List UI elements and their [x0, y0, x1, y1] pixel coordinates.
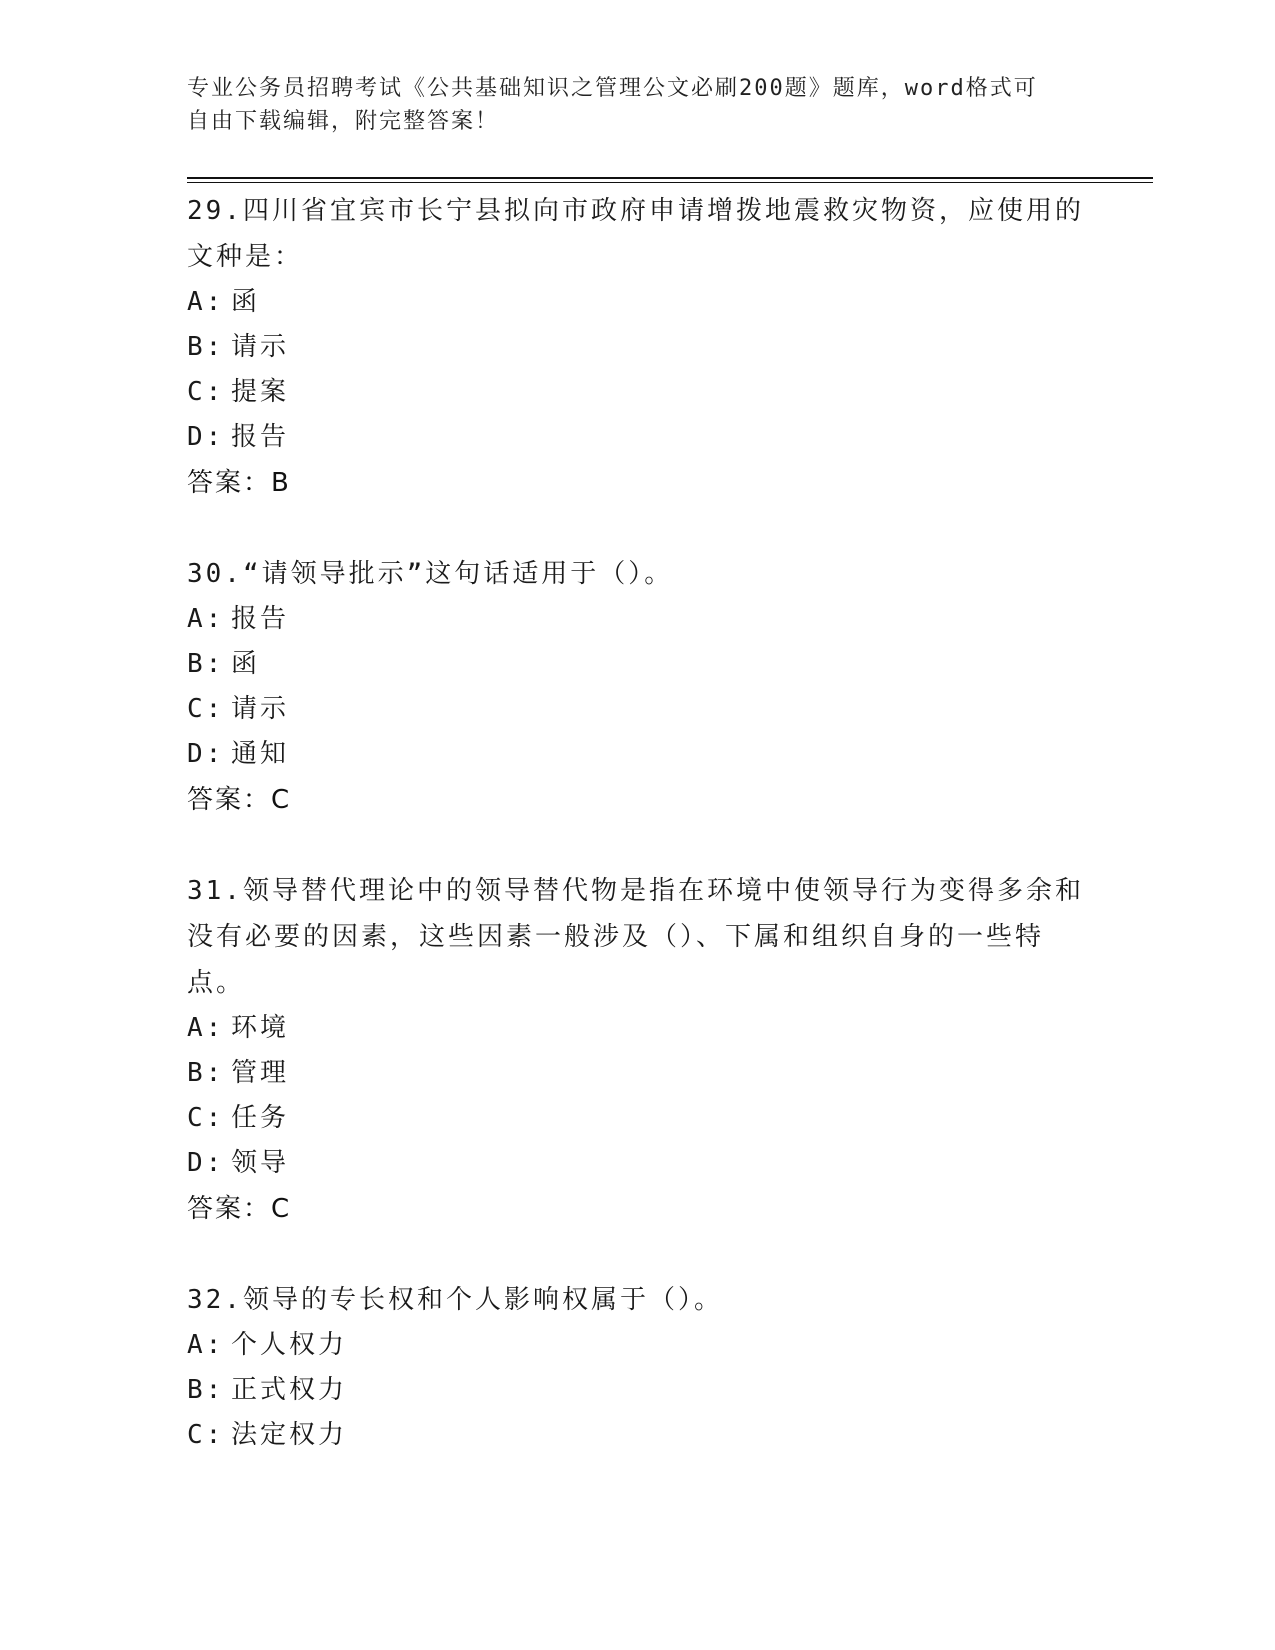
option-key: C:: [187, 377, 225, 407]
option-key: D:: [187, 422, 225, 452]
option-text: 函: [231, 287, 261, 317]
question-stem-line: 29.四川省宜宾市长宁县拟向市政府申请增拨地震救灾物资，应使用的: [187, 196, 1084, 226]
option-d: [187, 732, 1087, 777]
option-c: [187, 1096, 1087, 1141]
option-text: 管理: [231, 1058, 290, 1088]
question-30: [187, 551, 1087, 823]
option-b: [187, 642, 1087, 687]
option-text: 领导: [231, 1148, 290, 1178]
option-text: 报告: [231, 422, 290, 452]
document-header: [187, 72, 1067, 138]
header-line-2: 自由下载编辑，附完整答案！: [187, 109, 500, 134]
option-key: B:: [187, 1058, 225, 1088]
option-text: 提案: [231, 377, 290, 407]
option-key: C:: [187, 1103, 225, 1133]
option-a: [187, 597, 1087, 642]
option-key: D:: [187, 1148, 225, 1178]
option-key: C:: [187, 694, 225, 724]
option-text: 请示: [231, 332, 290, 362]
option-key: A:: [187, 1013, 225, 1043]
option-a: [187, 280, 1087, 325]
option-text: 正式权力: [231, 1375, 348, 1405]
option-d: [187, 1141, 1087, 1186]
option-c: [187, 687, 1087, 732]
header-divider: [187, 177, 1153, 183]
answer-line: 答案：C: [187, 785, 292, 815]
option-a: [187, 1006, 1087, 1051]
option-key: A:: [187, 604, 225, 634]
option-key: B:: [187, 1375, 225, 1405]
header-line-1: 专业公务员招聘考试《公共基础知识之管理公文必刷200题》题库，word格式可: [187, 76, 1038, 101]
option-text: 环境: [231, 1013, 290, 1043]
option-text: 函: [231, 649, 261, 679]
option-key: A:: [187, 287, 225, 317]
question-stem-line: 没有必要的因素，这些因素一般涉及（）、下属和组织自身的一些特: [187, 922, 1045, 952]
option-text: 报告: [231, 604, 290, 634]
option-key: D:: [187, 739, 225, 769]
option-key: A:: [187, 1330, 225, 1360]
answer-line: 答案：B: [187, 468, 291, 498]
question-31: [187, 868, 1087, 1232]
question-29: [187, 188, 1087, 506]
option-a: [187, 1323, 1087, 1368]
option-key: B:: [187, 649, 225, 679]
question-stem-line: 31.领导替代理论中的领导替代物是指在环境中使领导行为变得多余和: [187, 876, 1084, 906]
option-d: [187, 415, 1087, 460]
option-c: [187, 370, 1087, 415]
question-stem-line: 30.“请领导批示”这句话适用于（）。: [187, 559, 674, 589]
option-text: 个人权力: [231, 1330, 348, 1360]
option-b: [187, 1051, 1087, 1096]
option-text: 法定权力: [231, 1420, 348, 1450]
option-b: [187, 1368, 1087, 1413]
answer-line: 答案：C: [187, 1194, 292, 1224]
question-list: [187, 188, 1087, 1503]
option-text: 请示: [231, 694, 290, 724]
option-key: B:: [187, 332, 225, 362]
question-stem-line: 点。: [187, 968, 246, 998]
question-stem-line: 32.领导的专长权和个人影响权属于（）。: [187, 1285, 723, 1315]
option-c: [187, 1413, 1087, 1458]
option-key: C:: [187, 1420, 225, 1450]
option-text: 任务: [231, 1103, 290, 1133]
question-stem-line: 文种是：: [187, 242, 304, 272]
option-b: [187, 325, 1087, 370]
option-text: 通知: [231, 739, 290, 769]
question-32: [187, 1277, 1087, 1458]
